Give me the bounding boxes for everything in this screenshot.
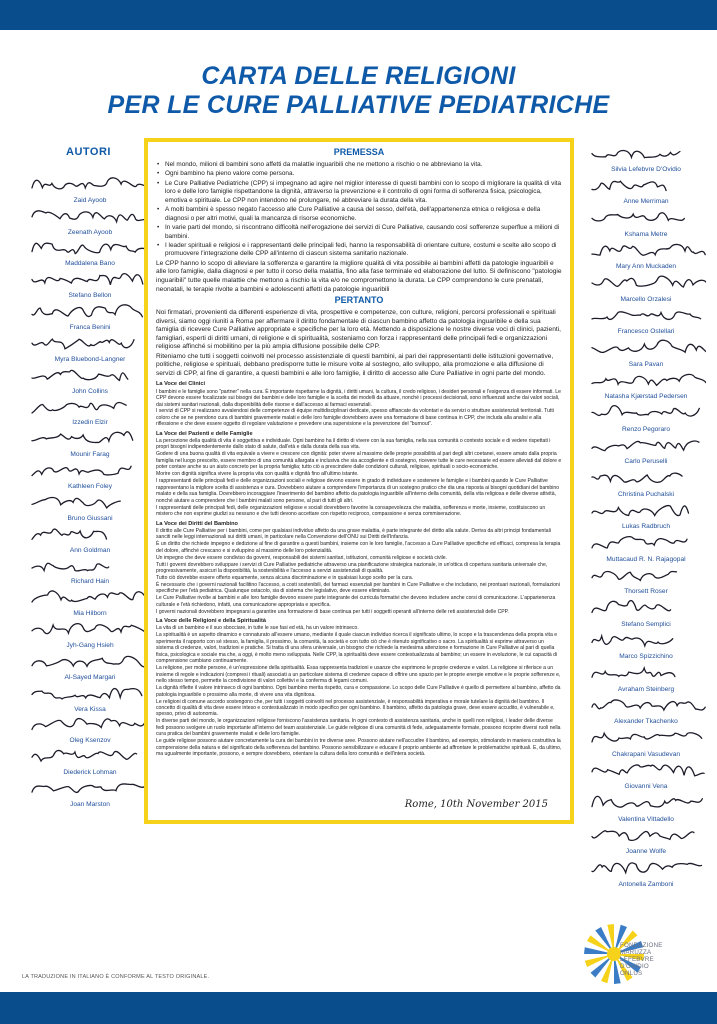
handwritten-signature (588, 498, 706, 520)
signatory-name: Izzedin Elzir (72, 419, 108, 427)
signatory-name: John Collins (72, 387, 108, 395)
signatory (580, 433, 712, 466)
signatory-name: Valentina Vittadello (618, 815, 674, 823)
logo-line: ONLUS (620, 969, 643, 977)
signatory (20, 713, 160, 745)
signatory (580, 400, 712, 433)
signatory (20, 458, 160, 490)
handwritten-signature (28, 649, 146, 671)
signatory-name: Ann Goldman (69, 546, 111, 554)
signatory (20, 204, 160, 236)
signatory-name: Chakrapani Vasudevan (611, 750, 681, 758)
signatory (20, 522, 160, 554)
authors-heading: AUTORI (66, 146, 111, 158)
logo-line: FONDAZIONE (620, 942, 663, 949)
premessa-bullet: • Ogni bambino ha pieno valore come persona. (156, 170, 562, 178)
handwritten-signature (28, 426, 146, 448)
handwritten-signature (588, 465, 706, 487)
handwritten-signature (28, 617, 146, 639)
signatory-name: Mary Ann Muckaden (615, 263, 677, 270)
title-line-1: CARTA DELLE RELIGIONI (201, 62, 516, 90)
signatory-name: Bruno Giussani (67, 514, 113, 522)
charter-frame (144, 138, 574, 824)
section-paragraph: È un diritto che richiede impegno e dedizione al fine di garantire a questi bambini, insieme con le loro famiglie, l'accesso a Cure Palliative specifiche ed efficaci, compresa la terapia del dolore, affinché crescano e si sviluppino al massimo delle loro potenzialità. (156, 541, 561, 554)
section-paragraph: Le religioni di comune accordo sostengono che, per tutti i soggetti coinvolti nel processo assistenziale, è responsabilità imperativa e morale tutelare la dignità del bambino. Il concetto di qualità di vita deve essere inteso e contestualizzato in modo specifico per ogni bambino. Il bambino, affetto da patologia grave, deve essere accudito, è vulnerabile e, spesso, privo di autonomia. (156, 698, 555, 718)
charter-text (156, 146, 562, 814)
signatory (580, 498, 712, 531)
signatory (580, 270, 712, 303)
handwritten-signature (588, 725, 706, 747)
signatory (580, 628, 712, 661)
premessa-bullet: • In varie parti del mondo, si riscontrano difficoltà nell'erogazione dei servizi di Cure Palliative, causando così sofferenze superflue a milioni di bambini. (156, 224, 562, 241)
signatory (20, 172, 160, 204)
signatory-name: Muttacaud R. N. Rajagopal (606, 555, 686, 563)
handwritten-signature (588, 660, 706, 682)
signatory-name: Stefano Semplici (621, 620, 671, 628)
handwritten-signature (588, 140, 706, 162)
signatory-name: Carlo Peruselli (624, 458, 668, 465)
section-paragraph: Le guide religiose possono aiutare concretamente la cura dei bambini in tre diverse aree. Possono aiutare nell'accudire il bambino, ad esempio, stimolando in maniera costruttiva la comprensione della natura e del significato della sofferenza del bambino. Possono sensibilizzare e educare il proprio ambiente ad affrontare le problematiche spirituali. E, da ultimo, ma ugualmente importante, possono, e sempre dovrebbero, orientare la cultura della loro comunità e dell'intera società. (156, 738, 562, 758)
section-paragraph: La dignità riflette il valore intrinseco di ogni bambino. Ogni bambino merita rispetto, cura e compassione. Lo scopo delle Cure Palliative è quello di permettere al bambino, affetto da patologia inguaribile o prossimo alla morte, di vivere una vita dignitosa. (156, 685, 561, 698)
signatory-name: Giovanni Vena (624, 783, 668, 790)
handwritten-signature (28, 395, 146, 417)
signatory-name: Franca Benini (69, 323, 111, 331)
section-paragraph: La percezione della qualità di vita è soggettiva e individuale. Ogni bambino ha il diritto di vivere con la sua famiglia, nella sua comunità o contesto sociale e di vedere rispettati i propri bisogni indipendentemente dallo stato di salute, dall'età e dalla durata della sua vita. (156, 437, 551, 451)
signatory-name: Sara Pavan (628, 360, 664, 368)
section-paragraph: La spiritualità è un aspetto dinamico e connaturato all'essere umano, mediante il quale ciascun individuo ricerca il significato ultimo, lo scopo e la trascendenza della propria vita e sperimenta il rapporto con sé stesso, la famiglia, il prossimo, la comunità, la società e con tutto ciò che è ritenuto significativo o sacro. La spiritualità si esprime attraverso un sistema di credenze, valori, tradizioni e pratiche. Si tratta di una sfera universale, un bisogno che richiede la medesima attenzione e formazione in Cure Palliative al pari di quella fisica, psicologica e sociale ma che, a oggi, è molto meno sviluppata. Nelle CPP, la spiritualità deve essere contestualizzata al bambino; un essere in evoluzione, le cui capacità di comprensione cambiano continuamente. (156, 632, 558, 665)
premessa-bullet: • I leader spirituali e religiosi e i rappresentanti delle principali fedi, hanno la responsabilità di orientare culture, costumi e scelte allo scopo di promuovere l'integrazione delle CPP all'interno di ciascun sistema sanitario nazionale. (156, 242, 562, 259)
section-heading: La Voce dei Pazienti e delle Famiglie (156, 430, 253, 437)
signatory-name: Diederick Lohman (63, 769, 117, 777)
signatory (20, 649, 160, 681)
handwritten-signature (28, 363, 146, 385)
pertanto-paragraph-2: Riteniamo che tutti i soggetti coinvolti nel processo assistenziale di questi bambini, ai pari dei rappresentanti delle istituzioni governative, politiche, religiose e spirituali, debbano predisporre tutte le misure volte al sostegno, allo sviluppo, alla promozione e alla diffusione di servizi di CPP, al fine di garantire, a questi bambini e alle loro famiglie, il diritto di accesso alle Cure Palliative in ogni parte del mondo. (156, 352, 554, 377)
signatory (580, 660, 712, 693)
pertanto-paragraph-1: Noi firmatari, provenienti da differenti esperienze di vita, prospettive e competenze, con culture, religioni, percorsi professionali e spirituali diversi, siamo oggi riuniti a Roma per affermare il diritto fondamentale di ciascun bambino affetto da patologia inguaribile e della sua famiglia di ricevere Cure Palliative appropriate e specifiche per la loro età. Mettendo a disposizione le nostre diverse voci di clinici, pazienti, famigliari, esperti di diritti umani, di religione e di spiritualità, sosteniamo con forza i rappresentanti delle principali fedi e organizzazioni religiose affinché si mobilitino per la più ampia diffusione possibile delle CPP. (156, 308, 561, 351)
signatory (580, 303, 712, 336)
signatory (580, 693, 712, 726)
signatory-name: Mounir Farag (70, 451, 110, 459)
signatory (20, 554, 160, 586)
handwritten-signature (588, 335, 706, 357)
signatory (580, 595, 712, 628)
signatory-name: Avraham Steinberg (617, 685, 675, 693)
page-title (0, 62, 717, 120)
signatory (580, 563, 712, 596)
premessa-paragraph: Le CPP hanno lo scopo di alleviare la sofferenza e garantire la migliore qualità di vita possibile ai bambini affetti da patologie inguaribili e alle loro famiglie, dalla diagnosi e per tutto il corso della malattia, fino alla fase terminale ed elaborazione del lutto. Si definiscono "patologie inguaribili" tutte quelle malattie che mettono a rischio la vita e/o ne compromettono la durata. Le CPP comprendono le cure prenatali, neonatali, le terapie rivolte a bambini e adolescenti affetti da patologie inguaribili (156, 259, 562, 293)
signatory (20, 299, 160, 331)
signatory (580, 238, 712, 271)
section-paragraph: I bambini e le famiglie sono "partner" nella cura. È importante rispettarne la dignità, i diritti umani, la cultura, il credo religioso, i desideri personali e l'esigenza di essere informati. Le CPP devono essere focalizzate sui bisogni dei bambini e delle loro famiglie e la scelta dei modelli da attuare, nonché i processi decisionali, sono influenzati anche dai valori sociali, dai sistemi sanitari nazionali, dalla disponibilità delle risorse e dall'accesso ai farmaci essenziali. (156, 388, 561, 408)
premessa-bullet: • Le Cure Palliative Pediatriche (CPP) si impegnano ad agire nel miglior interesse di questi bambini con lo scopo di migliorare la qualità di vita loro e delle loro famiglie rispettandone la dignità, attraverso la prevenzione e il controllo di ogni forma di sofferenza fisica, psicologica, emotiva e spirituale. Le CPP non intendono né prolungare, né abbreviare la durata della vita. (156, 180, 562, 205)
handwritten-signature (28, 458, 146, 480)
section-paragraph: I governi nazionali dovrebbero impegnarsi a garantire una formazione di base continua per tutti i soggetti operanti all'interno delle reti assistenziali delle CPP. (156, 608, 509, 615)
signatory-name: Christina Puchalski (617, 490, 675, 498)
section-paragraph: Le Cure Palliative rivolte ai bambini e alle loro famiglie devono essere parte integrante dei curricula formativi che devono includere anche corsi di comunicazione. L'appartenenza culturale e l'età richiedono, infatti, una comunicazione appropriata e specifica. (156, 595, 556, 608)
pertanto-heading: PERTANTO (334, 295, 384, 306)
signatory (580, 140, 712, 173)
signatory (20, 267, 160, 299)
handwritten-signature (588, 855, 706, 877)
section-paragraph: Tutti i governi dovrebbero sviluppare i servizi di Cure Palliative pediatriche attraverso una pianificazione strategica nazionale, in un'ottica di copertura sanitaria universale che, progressivamente, assicuri la disponibilità, la sostenibilità e l'accesso a servizi assistenziali di qualità. (156, 561, 548, 575)
signatory-name: Renzo Pegoraro (621, 425, 671, 433)
foundation-logo-text (620, 943, 663, 978)
signatory (580, 530, 712, 563)
signatory (20, 426, 160, 458)
signatory-name: Marco Spizzichino (619, 653, 673, 660)
signatory (20, 744, 160, 776)
section-paragraph: I servizi di CPP si realizzano avvalendosi delle competenze di équipe multidisciplinari dedicate, spesso affiancate da volontari e da servizi o strutture assistenziali territoriali. Tutti coloro che se ne prendono cura di bambini gravemente malati e delle loro famiglie dovrebbero avere una formazione di base continua in CPP, che includa alla analisi e alla riflessione e che deve essere oggetto di regolare valutazione e prevedere una supervisione e la prevenzione del "burnout". (156, 408, 554, 428)
voices-sections (156, 381, 562, 757)
signatory (580, 758, 712, 791)
handwritten-signature (588, 270, 706, 292)
handwritten-signature (28, 299, 146, 321)
handwritten-signature (28, 236, 146, 258)
premessa-bullet: • A molti bambini è spesso negato l'accesso alle Cure Palliative a causa del sesso, dell'età, dell'appartenenza etnica o religiosa e della diagnosi o per altri motivi, quali la mancanza di risorse economiche. (156, 206, 562, 223)
signatory-name: Lukas Radbruch (621, 523, 671, 530)
handwritten-signature (28, 554, 146, 576)
section-paragraph: La vita di un bambino e il suo sbocciare, in tutte le sue fasi ed età, ha un valore intrinseco. (156, 625, 359, 632)
section-paragraph: La religione, per molte persone, è un'espressione della spiritualità. Essa rappresenta tradizioni e usanze che esprimono le proprie credenze e valori. La religione si riferisce a un insieme di regole e indicazioni (compresi i rituali) associati a un particolare sistema di credenze capace di offrire uno spazio per le proprie energie emotive e le proprie sofferenze e, nello stesso tempo, permette la condivisione di valori collettivi e la conferma di legami comuni. (156, 665, 561, 685)
signatory-name: Jyh-Gang Hsieh (66, 641, 114, 649)
signatory (580, 465, 712, 498)
handwritten-signature (588, 563, 706, 585)
premessa-heading: PREMESSA (333, 147, 385, 157)
signatory-name: Francesco Ostellari (617, 328, 675, 335)
translation-footnote: LA TRADUZIONE IN ITALIANO È CONFORME AL TESTO ORIGINALE. (22, 974, 210, 980)
signatory (580, 173, 712, 206)
signatory-name: Zaid Ayoob (73, 196, 107, 204)
signatory-name: Natasha Kjærstad Pedersen (604, 393, 688, 400)
section-paragraph: Tutto ciò dovrebbe essere offerto equamente, senza alcuna discriminazione e in qualsiasi luogo scelto per la cura. (156, 574, 414, 581)
signatory (580, 823, 712, 856)
handwritten-signature (28, 681, 146, 703)
logo-line: MARUZZA (620, 948, 652, 956)
handwritten-signature (28, 267, 146, 289)
signatory-name: Vera Kissa (74, 705, 106, 713)
handwritten-signature (28, 331, 146, 353)
handwritten-signature (28, 172, 146, 194)
top-bar (0, 0, 717, 30)
signatory (580, 725, 712, 758)
signatory-name: Marcello Orzalesi (620, 295, 672, 303)
handwritten-signature (588, 205, 706, 227)
signatory (580, 855, 712, 888)
signatory (580, 790, 712, 823)
title-line-2: PER LE CURE PALLIATIVE PEDIATRICHE (107, 91, 610, 119)
handwritten-signature (588, 173, 706, 195)
premessa-bullet: • Nel mondo, milioni di bambini sono affetti da malattie inguaribili che ne mettono a rischio o ne abbreviano la vita. (156, 161, 562, 169)
signatory (20, 490, 160, 522)
signatory (580, 335, 712, 368)
section-paragraph: In diverse parti del mondo, le organizzazioni religiose forniscono l'assistenza sanitaria. In ogni contesto di assistenza sanitaria, anche in quelli non religiosi, i leader delle diverse fedi possono svolgere un ruolo importante all'interno del team assistenziale. Le guide religiose di una comunità di fede, adeguatamente formate, possono ricoprire diversi ruoli nella cura pratica dei bambini gravemente malati e delle loro famiglie. (156, 718, 561, 738)
signatory-name: Kshama Metre (624, 230, 668, 238)
section-paragraph: È necessario che i governi nazionali facilitino l'accesso, a costi sostenibili, dei farmaci essenziali per bambini in Cure Palliative e che includano, nei prontuari nazionali, formulazioni specifiche per l'età pediatrica. Qualunque ostacolo, sia di sistema che legislativo, deve essere eliminato. (156, 581, 560, 595)
signatory-name: Anne Merriman (623, 198, 669, 205)
section-paragraph: Il diritto alle Cure Palliative per i bambini, come per qualsiasi individuo affetto da una grave malattia, è parte integrante del diritto alla salute. Deriva da altri principi fondamentali sanciti nelle leggi internazionali sui diritti umani, in particolare nella Convenzione dell'ONU sui Diritti dell'Infanzia. (156, 527, 551, 541)
left-signatories (20, 172, 160, 808)
signatory-name: Alexander Tkachenko (614, 718, 678, 725)
handwritten-signature (28, 522, 146, 544)
right-signatories (580, 140, 712, 888)
handwritten-signature (588, 400, 706, 422)
premessa-list (156, 161, 562, 259)
place-date-signature: Rome, 10th November 2015 (404, 799, 548, 810)
handwritten-signature (588, 790, 706, 812)
signatory-name: Myra Bluebond-Langner (54, 355, 126, 363)
section-paragraph: Godere di una buona qualità di vita equivale a vivere e crescere con dignità: poter vivere al massimo delle proprie possibilità al pari degli altri coetanei, essere amato dalla propria famiglia nel luogo prescelto, essere membro di una comunità allargata e inclusiva che sia accogliente e di sostegno, ricevere tutte le cure necessarie ed essere alleviati dal dolore e poter contare anche su un aiuto concreto per la propria famiglia; tutto ciò a prescindere dalle condizioni culturali, religiose, spirituali o socio-economiche. (156, 451, 562, 471)
bottom-bar (0, 992, 717, 1024)
logo-core (607, 947, 621, 961)
handwritten-signature (588, 433, 706, 455)
signatory (20, 395, 160, 427)
signatory (20, 363, 160, 395)
handwritten-signature (588, 303, 706, 325)
signatory-name: Silvia Lefebvre D'Ovidio (611, 165, 681, 173)
handwritten-signature (588, 530, 706, 552)
section-paragraph: Morire con dignità significa vivere la propria vita con qualità e dignità fino all'ultimo istante. (156, 471, 359, 478)
signatory-name: Oleg Ksenzov (69, 737, 111, 745)
section-heading: La Voce delle Religioni e della Spiritualità (156, 618, 266, 625)
signatory-name: Stefano Bellon (68, 292, 112, 300)
signatory-name: Antonella Zamboni (618, 880, 674, 888)
handwritten-signature (588, 758, 706, 780)
logo-line: LEFEBVRE (620, 955, 654, 963)
handwritten-signature (588, 238, 706, 260)
signatory-name: Mia Hilborn (73, 610, 107, 618)
signatory (20, 236, 160, 268)
signatory-name: Kathleen Foley (68, 482, 112, 490)
signatory-name: Richard Hain (70, 578, 110, 586)
handwritten-signature (588, 628, 706, 650)
handwritten-signature (588, 693, 706, 715)
signatory-name: Joan Marston (70, 800, 110, 808)
signatory-name: Al-Sayed Margari (64, 673, 116, 681)
signatory (580, 368, 712, 401)
handwritten-signature (28, 490, 146, 512)
signatory (580, 205, 712, 238)
signatory-name: Joanne Wolfe (625, 848, 667, 855)
handwritten-signature (28, 776, 146, 798)
signatory (20, 617, 160, 649)
signatory-name: Thorsett Roser (624, 588, 668, 595)
handwritten-signature (588, 368, 706, 390)
signatory (20, 776, 160, 808)
handwritten-signature (28, 204, 146, 226)
signatory (20, 681, 160, 713)
handwritten-signature (28, 585, 146, 607)
section-heading: La Voce dei Clinici (156, 381, 206, 388)
signatory-name: Maddalena Bano (65, 260, 115, 268)
signatory (20, 585, 160, 617)
signatory-name: Zeenath Ayoob (67, 228, 113, 236)
signatory (20, 331, 160, 363)
handwritten-signature (28, 713, 146, 735)
handwritten-signature (28, 744, 146, 766)
section-heading: La Voce dei Diritti del Bambino (156, 520, 238, 527)
handwritten-signature (588, 823, 706, 845)
section-paragraph: Un impegno che deve essere condiviso da governi, responsabili dei sistemi sanitari, istituzioni, comunità religiose e società civile. (156, 554, 448, 561)
section-paragraph: I rappresentanti delle principali fedi e delle organizzazioni sociali e religiose devono essere in grado di individuare e sostenere le famiglie e i bambini quando le Cure Palliative rappresentano la migliore scelta di assistenza e cura. Dovrebbero aiutare a comprendere l'importanza di un sostegno pratico che dia una risposta ai bisogni quotidiani del bambino malato e della sua famiglia. Dovrebbero incoraggiare l'inserimento del bambino affetto da patologia inguaribile all'interno della comunità, della vita religiosa e delle diverse attività, nonché aiutare a comprendere che i bambini malati sono persone, al pari di tutti gli altri. (156, 478, 560, 504)
logo-line: D'OVIDIO (620, 962, 649, 970)
section-paragraph: I rappresentanti delle principali fedi, delle organizzazioni religiose e sociali dovrebbero favorire la consapevolezza che malattia, sofferenza e morte, insieme, costituiscono un mistero che non esprime giudizi su nessuno e che tutti devono accettare con rispetto reciproco, compassione e senza commiserazione. (156, 504, 546, 518)
handwritten-signature (588, 595, 706, 617)
